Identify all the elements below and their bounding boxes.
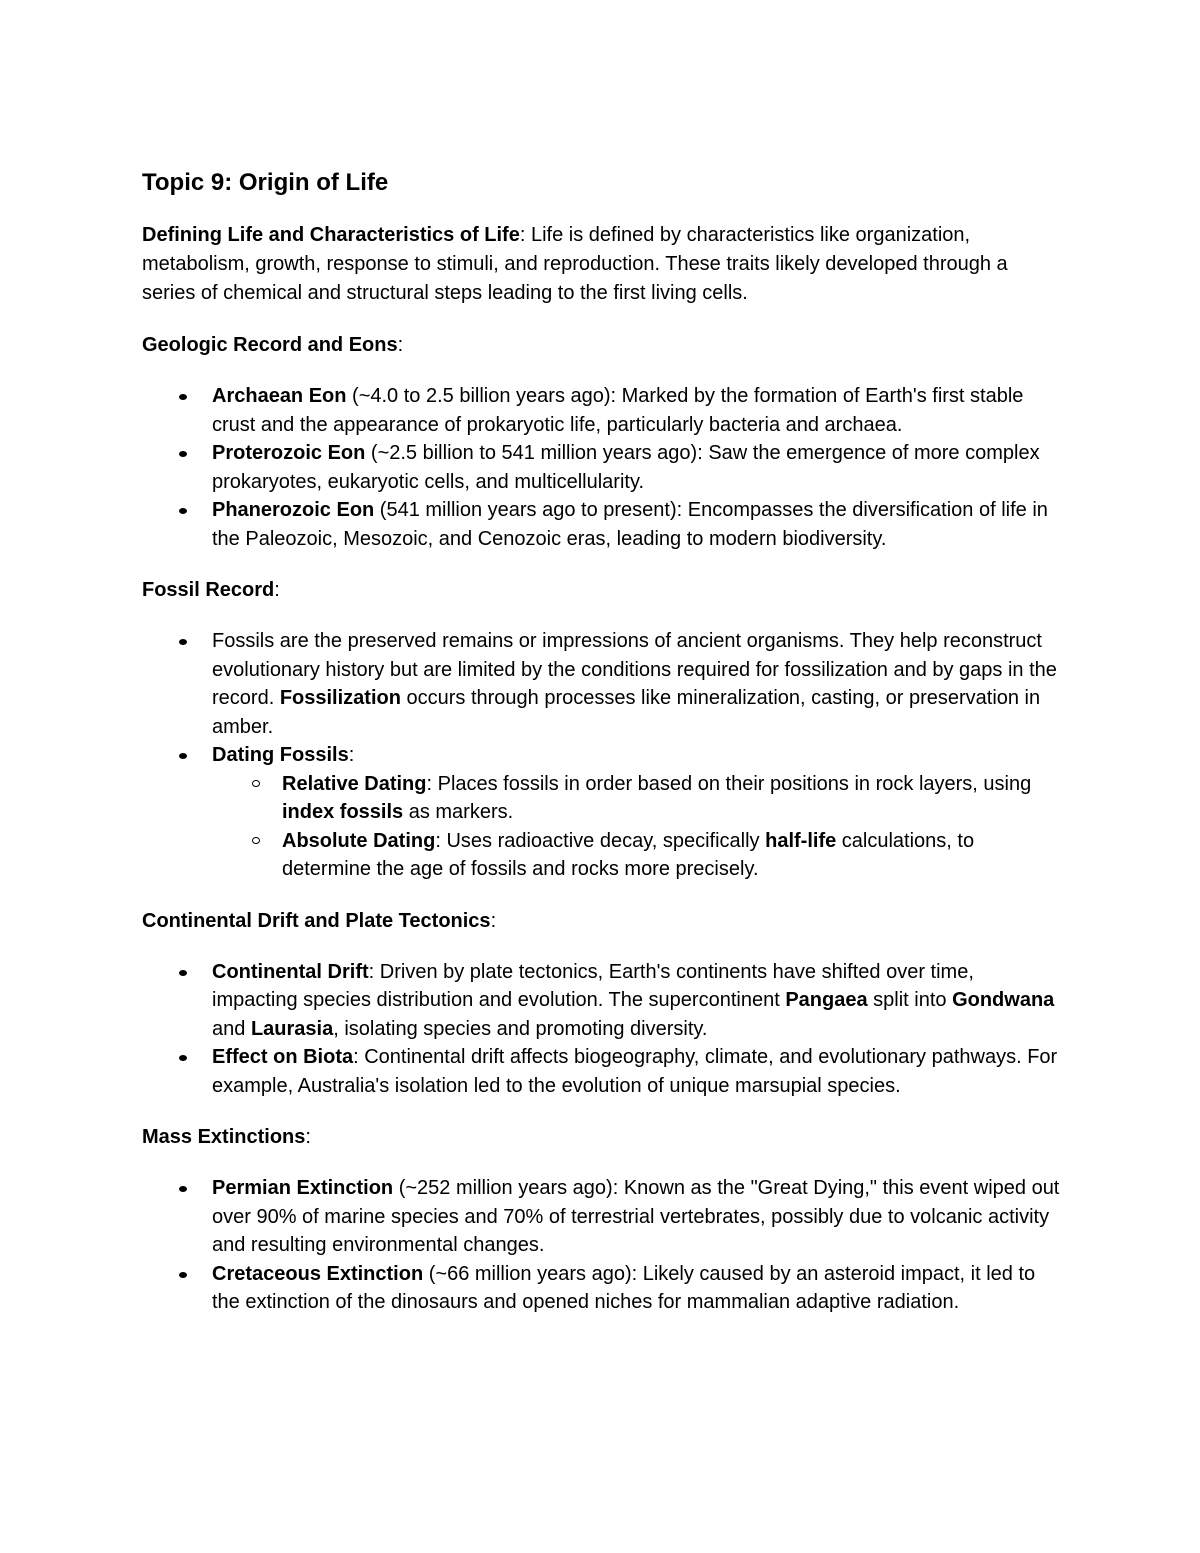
- list-item: Continental Drift: Driven by plate tectonics, Earth's continents have shifted over time, impacting species distribution and evolution. The supercontinent Pangaea split into Gondwana and Laurasia, isolating species and promoting diversity.: [142, 958, 1062, 1044]
- bullet-icon: [179, 508, 187, 514]
- bullet-icon: [179, 1272, 187, 1278]
- fossil-list: [142, 627, 1062, 884]
- section-heading-extinctions: Mass Extinctions:: [142, 1126, 311, 1148]
- list-item: Effect on Biota: Continental drift affects biogeography, climate, and evolutionary pathways. For example, Australia's isolation led to the evolution of unique marsupial species.: [142, 1043, 1062, 1100]
- hollow-bullet-icon: [252, 780, 260, 787]
- section-heading-drift: Continental Drift and Plate Tectonics:: [142, 909, 497, 932]
- geologic-list: [142, 382, 1062, 553]
- bullet-icon: [179, 1186, 187, 1192]
- section-heading-geologic: Geologic Record and Eons:: [142, 334, 404, 356]
- sub-list-item: Absolute Dating: Uses radioactive decay, specifically half-life calculations, to determine the age of fossils and rocks more precisely.: [212, 827, 1062, 884]
- bullet-icon: [179, 394, 187, 400]
- list-item: Proterozoic Eon (~2.5 billion to 541 million years ago): Saw the emergence of more complex prokaryotes, eukaryotic cells, and multicellularity.: [142, 439, 1062, 496]
- page-title: Topic 9: Origin of Life: [142, 169, 389, 196]
- list-item: Fossils are the preserved remains or impressions of ancient organisms. They help reconstruct evolutionary history but are limited by the conditions required for fossilization and by gaps in the record. Fossilization occurs through processes like mineralization, casting, or preservation in amber.: [142, 627, 1062, 741]
- bullet-icon: [179, 753, 187, 759]
- dating-sublist: [212, 770, 1062, 884]
- list-item: Permian Extinction (~252 million years ago): Known as the "Great Dying," this event wiped out over 90% of marine species and 70% of terrestrial vertebrates, possibly due to volcanic activity and resulting environmental changes.: [142, 1174, 1062, 1260]
- intro-paragraph: [142, 221, 1062, 308]
- intro-text: : Life is defined by characteristics like organization, metabolism, growth, response to stimuli, and reproduction. These traits likely developed through a series of chemical and structural steps leading to the first living cells.: [142, 224, 1008, 304]
- list-item: Dating Fossils: Relative Dating: Places fossils in order based on their positions in rock layers, using index fossils as markers. Absolute Dating: Uses radioactive decay, specifically half-life calculations, to determine the age of fossils and rocks more precisely.: [142, 741, 1062, 884]
- sub-list-item: Relative Dating: Places fossils in order based on their positions in rock layers, using index fossils as markers.: [212, 770, 1062, 827]
- extinctions-list: [142, 1174, 1062, 1317]
- list-item: Phanerozoic Eon (541 million years ago to present): Encompasses the diversification of life in the Paleozoic, Mesozoic, and Cenozoic eras, leading to modern biodiversity.: [142, 496, 1062, 553]
- bullet-icon: [179, 1055, 187, 1061]
- list-item: Archaean Eon (~4.0 to 2.5 billion years ago): Marked by the formation of Earth's first stable crust and the appearance of prokaryotic life, particularly bacteria and archaea.: [142, 382, 1062, 439]
- drift-list: [142, 958, 1062, 1101]
- list-item: Cretaceous Extinction (~66 million years ago): Likely caused by an asteroid impact, it led to the extinction of the dinosaurs and opened niches for mammalian adaptive radiation.: [142, 1260, 1062, 1317]
- bullet-icon: [179, 970, 187, 976]
- bullet-icon: [179, 639, 187, 645]
- document-content: [142, 166, 1062, 1317]
- intro-label: Defining Life and Characteristics of Life: [142, 224, 520, 246]
- bullet-icon: [179, 451, 187, 457]
- hollow-bullet-icon: [252, 837, 260, 844]
- section-heading-fossil: Fossil Record:: [142, 579, 280, 601]
